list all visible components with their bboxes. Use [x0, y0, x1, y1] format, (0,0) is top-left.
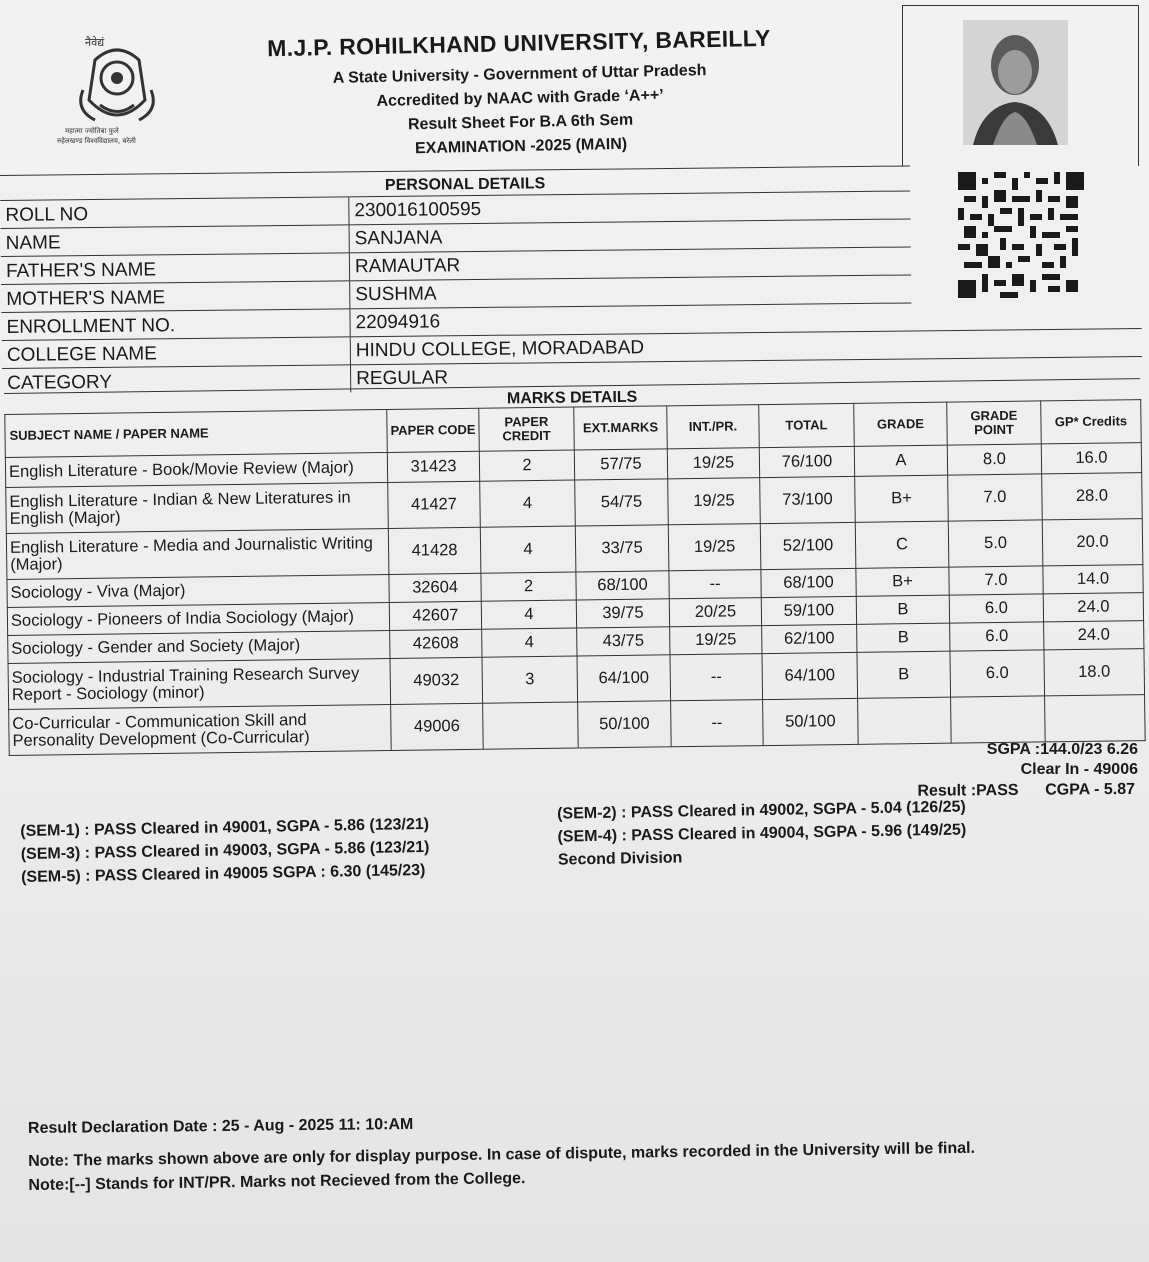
paper-credit-cell: 4 — [482, 628, 577, 657]
int-pr-marks-cell: -- — [669, 570, 761, 599]
paper-code-cell: 41428 — [388, 527, 481, 574]
gp-credits-cell: 20.0 — [1042, 519, 1143, 566]
ext-marks-cell: 64/100 — [577, 655, 671, 702]
total-marks-cell: 52/100 — [760, 522, 856, 569]
svg-text:रुहेलखण्ड विश्वविद्यालय, बरेली: रुहेलखण्ड विश्वविद्यालय, बरेली — [57, 137, 136, 145]
semester-column-left — [20, 811, 541, 889]
col-int-pr: INT./PR. — [667, 405, 760, 449]
ext-marks-cell: 33/75 — [575, 525, 669, 572]
gp-credits-cell: 24.0 — [1043, 593, 1143, 622]
ext-marks-cell: 57/75 — [574, 449, 667, 480]
division: Second Division — [557, 849, 683, 869]
title-block — [249, 24, 792, 164]
paper-credit-cell: 2 — [479, 450, 574, 481]
field-label: ENROLLMENT NO. — [1, 309, 350, 340]
subject-name-cell: Sociology - Viva (Major) — [7, 574, 389, 607]
marks-details — [4, 378, 1145, 756]
grade-point-cell: 5.0 — [948, 520, 1043, 567]
semester-line: (SEM-1) : PASS Cleared in 49001, SGPA - 5.86 (123/21) — [20, 815, 430, 840]
paper-credit-cell: 3 — [482, 656, 578, 703]
grade-cell: C — [855, 521, 949, 568]
int-pr-marks-cell: 20/25 — [669, 598, 761, 627]
col-grade-point: GRADE POINT — [947, 401, 1042, 445]
gp-credits-cell: 28.0 — [1042, 473, 1143, 520]
paper-code-cell: 32604 — [389, 573, 481, 602]
paper-credit-cell — [483, 702, 579, 749]
int-pr-marks-cell: 19/25 — [667, 448, 759, 479]
subject-name-cell: Co-Curricular - Communication Skill and Personality Development (Co-Curricular) — [9, 704, 392, 755]
ext-marks-cell: 54/75 — [575, 479, 669, 526]
col-paper-code: PAPER CODE — [387, 408, 480, 452]
field-label: CATEGORY — [2, 365, 351, 396]
paper-credit-cell: 4 — [480, 526, 576, 573]
svg-text:महात्मा ज्योतिबा फुले: महात्मा ज्योतिबा फुले — [65, 127, 119, 135]
note-display-purpose: Note: The marks shown above are only for display purpose. In case of dispute, marks recorded in the University will be final. — [28, 1139, 976, 1170]
cgpa-value: CGPA - 5.87 — [1045, 780, 1136, 799]
paper-code-cell: 31423 — [387, 451, 479, 482]
qr-code-icon — [958, 172, 1084, 298]
ext-marks-cell: 39/75 — [576, 599, 669, 628]
col-grade: GRADE — [854, 402, 948, 446]
result-status: Result :PASS — [917, 781, 1019, 800]
paper-code-cell: 42608 — [390, 629, 482, 658]
subject-name-cell: Sociology - Industrial Training Research Survey Report - Sociology (minor) — [8, 658, 391, 709]
header — [0, 0, 1149, 175]
gp-credits-cell: 16.0 — [1041, 443, 1141, 474]
semester-line: (SEM-2) : PASS Cleared in 49002, SGPA - 5.04 (126/25) — [556, 798, 966, 823]
total-marks-cell: 62/100 — [762, 624, 857, 653]
field-label: MOTHER'S NAME — [1, 281, 350, 312]
ext-marks-cell: 68/100 — [576, 571, 669, 600]
total-marks-cell: 64/100 — [762, 652, 858, 699]
college-value: HINDU COLLEGE, MORADABAD — [355, 337, 645, 362]
name-value: SANJANA — [354, 227, 443, 250]
sgpa-value: SGPA :144.0/23 6.26 — [986, 741, 1138, 758]
total-marks-cell: 73/100 — [760, 476, 856, 523]
footer-notes — [28, 1135, 1109, 1198]
accreditation: Accredited by NAAC with Grade ‘A++’ — [376, 86, 664, 111]
total-marks-cell: 50/100 — [763, 698, 859, 745]
paper-credit-cell: 2 — [481, 572, 576, 601]
field-label: ROLL NO — [0, 197, 349, 228]
subject-name-cell: English Literature - Book/Movie Review (Major) — [5, 452, 387, 487]
gp-credits-cell: 14.0 — [1043, 565, 1143, 594]
roll-no-value: 230016100595 — [354, 198, 482, 222]
semester-line: (SEM-5) : PASS Cleared in 49005 SGPA : 6.30 (145/23) — [20, 861, 426, 886]
grade-point-cell: 8.0 — [947, 444, 1041, 475]
grade-point-cell: 6.0 — [949, 594, 1043, 623]
grade-point-cell: 7.0 — [949, 566, 1043, 595]
personal-details-title: PERSONAL DETAILS — [0, 165, 910, 200]
paper-credit-cell: 4 — [481, 600, 576, 629]
note-int-pr: Note:[--] Stands for INT/PR. Marks not Recieved from the College. — [28, 1170, 526, 1194]
grade-cell: B+ — [856, 567, 949, 596]
subject-name-cell: Sociology - Gender and Society (Major) — [8, 630, 390, 663]
int-pr-marks-cell: -- — [670, 654, 763, 701]
enrollment-value: 22094916 — [355, 311, 441, 334]
field-label: FATHER'S NAME — [1, 253, 350, 284]
ext-marks-cell: 50/100 — [578, 701, 672, 748]
university-subtitle: A State University - Government of Uttar Pradesh — [332, 62, 707, 87]
paper-credit-cell: 4 — [480, 480, 576, 527]
grade-point-cell: 6.0 — [950, 650, 1045, 697]
grade-cell: B — [857, 651, 951, 698]
personal-details — [0, 165, 912, 396]
col-gp-credits: GP* Credits — [1041, 400, 1142, 444]
subject-name-cell: English Literature - Media and Journalistic Writing (Major) — [6, 528, 389, 579]
semester-column-right — [557, 794, 1038, 871]
university-emblem-icon — [55, 30, 180, 150]
int-pr-marks-cell: 19/25 — [670, 626, 762, 655]
marks-table — [4, 399, 1145, 756]
semester-history — [20, 795, 1020, 886]
category-value: REGULAR — [356, 367, 449, 390]
field-label: NAME — [1, 225, 350, 256]
col-subject: SUBJECT NAME / PAPER NAME — [5, 409, 388, 457]
student-photo — [963, 20, 1068, 145]
total-marks-cell: 76/100 — [759, 446, 854, 477]
total-marks-cell: 59/100 — [761, 596, 856, 625]
paper-code-cell: 49032 — [390, 657, 483, 704]
father-name-value: RAMAUTAR — [354, 255, 461, 278]
clear-in-value: Clear In - 49006 — [1020, 761, 1138, 778]
subject-name-cell: English Literature - Indian & New Literatures in English (Major) — [6, 482, 389, 533]
paper-code-cell: 42607 — [389, 601, 481, 630]
col-total: TOTAL — [759, 403, 855, 447]
svg-text:नैवेद्यं: नैवेद्यं — [85, 36, 105, 49]
int-pr-marks-cell: 19/25 — [668, 478, 761, 525]
gp-credits-cell — [1045, 695, 1146, 742]
grade-point-cell: 6.0 — [950, 622, 1044, 651]
semester-line: (SEM-3) : PASS Cleared in 49003, SGPA - 5.86 (123/21) — [20, 838, 430, 863]
paper-code-cell: 41427 — [388, 481, 481, 528]
col-paper-credit: PAPER CREDIT — [479, 407, 575, 451]
total-marks-cell: 68/100 — [761, 568, 856, 597]
sheet-title: Result Sheet For B.A 6th Sem — [407, 111, 634, 134]
ext-marks-cell: 43/75 — [577, 627, 670, 656]
grade-cell: A — [854, 445, 947, 476]
paper-code-cell: 49006 — [391, 703, 484, 750]
university-name: M.J.P. ROHILKHAND UNIVERSITY, BAREILLY — [266, 24, 771, 62]
examination: EXAMINATION -2025 (MAIN) — [414, 135, 628, 158]
marks-details-title: MARKS DETAILS — [4, 378, 1140, 414]
grade-cell — [858, 697, 952, 744]
grade-point-cell — [951, 696, 1046, 743]
grade-point-cell: 7.0 — [948, 474, 1043, 521]
grade-cell: B — [857, 623, 950, 652]
field-label: COLLEGE NAME — [2, 337, 351, 368]
gp-credits-cell: 18.0 — [1044, 649, 1145, 696]
semester-line: (SEM-4) : PASS Cleared in 49004, SGPA - 5.96 (149/25) — [557, 821, 967, 846]
mother-name-value: SUSHMA — [355, 283, 437, 306]
int-pr-marks-cell: -- — [671, 700, 764, 747]
result-declaration-date: Result Declaration Date : 25 - Aug - 2025 11: 10:AM — [27, 1115, 414, 1138]
col-ext-marks: EXT.MARKS — [574, 406, 668, 450]
int-pr-marks-cell: 19/25 — [668, 524, 761, 571]
grade-cell: B — [856, 595, 949, 624]
subject-name-cell: Sociology - Pioneers of India Sociology (Major) — [7, 602, 389, 635]
sgpa-summary — [880, 740, 1138, 780]
gp-credits-cell: 24.0 — [1044, 621, 1144, 650]
grade-cell: B+ — [855, 475, 949, 522]
